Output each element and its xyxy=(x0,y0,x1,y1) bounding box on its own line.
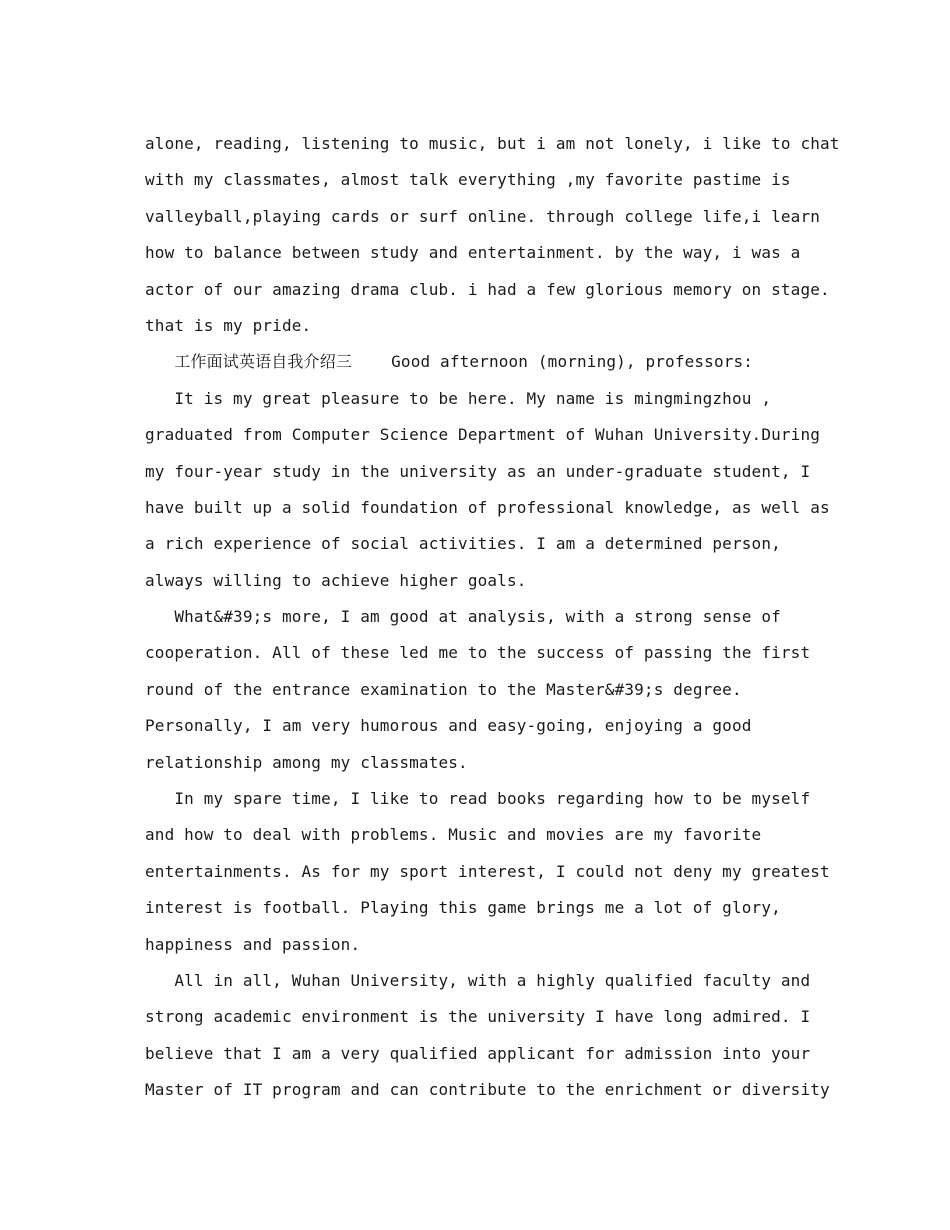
text-line: my four-year study in the university as an under-graduate student, I xyxy=(145,461,811,481)
text-line: that is my pride. xyxy=(145,315,312,335)
text-line: a rich experience of social activities. I am a determined person, xyxy=(145,534,781,554)
text-line: believe that I am a very qualified applicant for admission into your xyxy=(145,1043,811,1063)
text-line: It is my great pleasure to be here. My name is mingmingzhou , xyxy=(145,388,772,408)
section-heading-line: 工作面试英语自我介绍三 Good afternoon (morning), professors: xyxy=(145,352,754,372)
text-line: with my classmates, almost talk everything ,my favorite pastime is xyxy=(145,170,791,190)
text-line: and how to deal with problems. Music and movies are my favorite xyxy=(145,825,762,845)
text-line: valleyball,playing cards or surf online. through college life,i learn xyxy=(145,206,821,226)
text-line: In my spare time, I like to read books regarding how to be myself xyxy=(145,789,811,809)
text-line: All in all, Wuhan University, with a highly qualified faculty and xyxy=(145,970,811,990)
document-body xyxy=(145,126,840,1109)
text-line: alone, reading, listening to music, but i am not lonely, i like to chat xyxy=(145,134,840,153)
text-line: round of the entrance examination to the Master&#39;s degree. xyxy=(145,679,742,699)
text-line: have built up a solid foundation of professional knowledge, as well as xyxy=(145,497,830,517)
text-line: always willing to achieve higher goals. xyxy=(145,570,527,590)
text-line: relationship among my classmates. xyxy=(145,752,468,772)
text-line: entertainments. As for my sport interest, I could not deny my greatest xyxy=(145,861,830,881)
text-line: actor of our amazing drama club. i had a few glorious memory on stage. xyxy=(145,279,830,299)
text-line: strong academic environment is the university I have long admired. I xyxy=(145,1007,811,1027)
text-line: happiness and passion. xyxy=(145,934,361,954)
text-line: Master of IT program and can contribute to the enrichment or diversity xyxy=(145,1080,830,1100)
text-line: What&#39;s more, I am good at analysis, with a strong sense of xyxy=(145,607,781,627)
text-line: Personally, I am very humorous and easy-going, enjoying a good xyxy=(145,716,752,736)
text-line: interest is football. Playing this game brings me a lot of glory, xyxy=(145,898,781,918)
text-line: how to balance between study and entertainment. by the way, i was a xyxy=(145,243,801,263)
text-line: cooperation. All of these led me to the success of passing the first xyxy=(145,643,811,663)
text-line: graduated from Computer Science Department of Wuhan University.During xyxy=(145,425,821,445)
